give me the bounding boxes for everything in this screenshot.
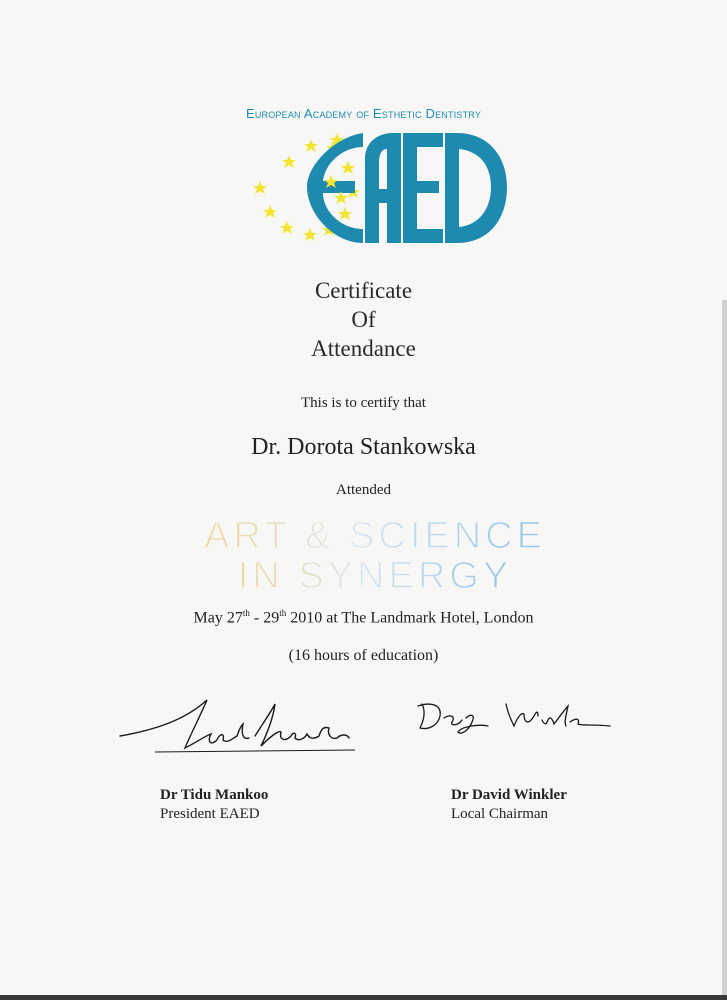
signatory-2 [451,786,567,824]
event-logo [203,512,547,597]
signatory-2-role: Local Chairman [451,806,549,822]
signatory-1 [160,786,268,824]
signature-tidu-mankoo [115,690,375,770]
event-name-line-2: IN SYNERGY [237,555,513,597]
signatory-1-name: Dr Tidu Mankoo [160,787,269,803]
eaed-logo [245,125,515,250]
signatory-1-role: President EAED [160,806,260,822]
title-line-1: Certificate [314,278,413,303]
scan-edge-bottom [0,995,727,1000]
scan-edge-right [722,300,727,1000]
event-dates: May 27th - 29th 2010 at The Landmark Hotel, London [193,608,534,627]
title-line-2: Of [351,307,376,332]
event-name-line-1: ART & SCIENCE [203,515,547,557]
signatory-2-name: Dr David Winkler [451,787,567,803]
certificate-title [0,276,727,363]
academy-name: European Academy of Esthetic Dentistry [245,106,482,121]
signature-david-winkler [410,696,620,746]
education-hours: (16 hours of education) [288,647,439,664]
title-line-3: Attendance [311,336,416,361]
recipient-name: Dr. Dorota Stankowska [251,434,476,460]
certify-text: This is to certify that [301,395,426,411]
attended-text: Attended [336,482,391,498]
